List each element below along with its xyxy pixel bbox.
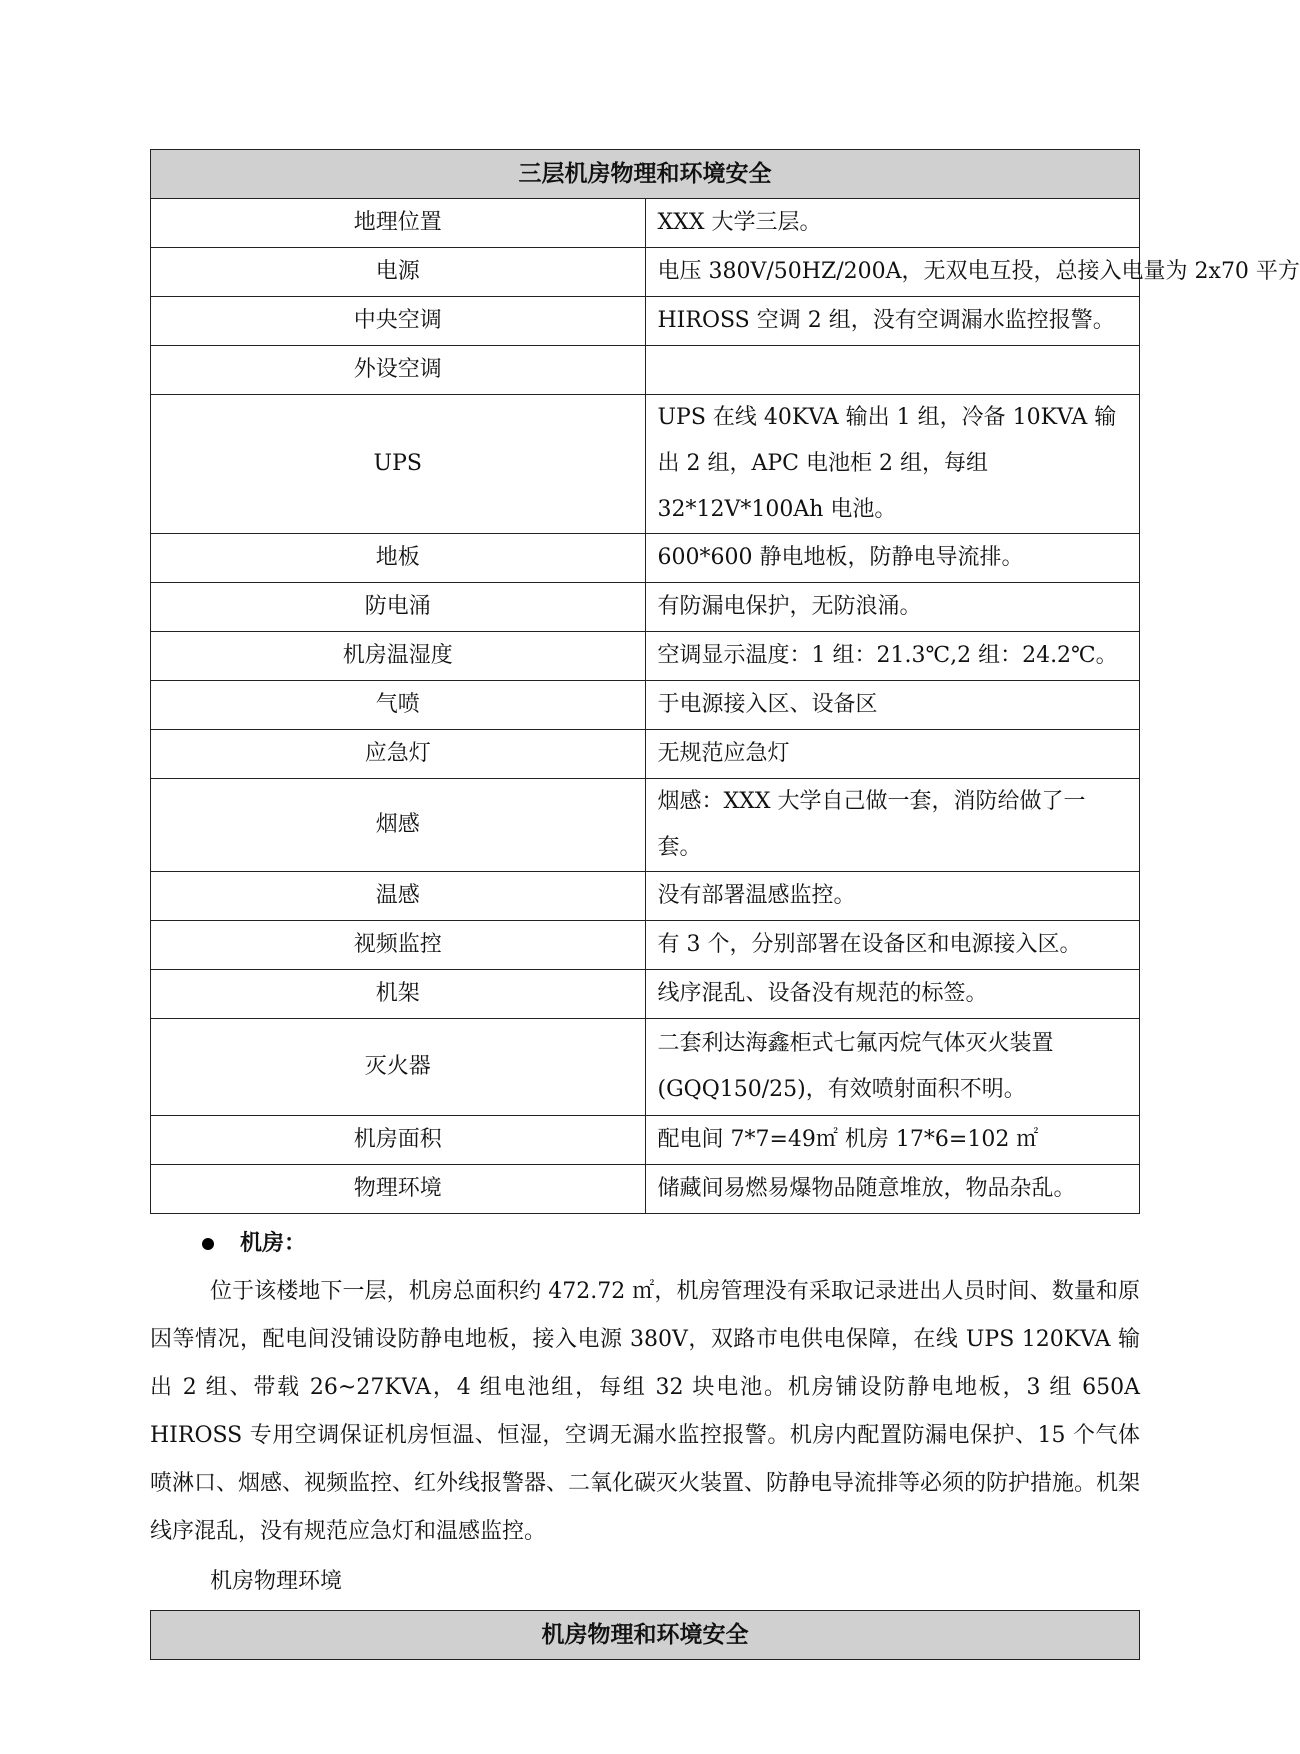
row-value: HIROSS 空调 2 组，没有空调漏水监控报警。 xyxy=(645,297,1140,346)
row-value: UPS 在线 40KVA 输出 1 组，冷备 10KVA 输出 2 组，APC 电池柜 2 组，每组 32*12V*100Ah 电池。 xyxy=(645,395,1140,534)
table-title: 三层机房物理和环境安全 xyxy=(151,150,1140,199)
row-label: 机房温湿度 xyxy=(151,632,646,681)
row-value: 没有部署温感监控。 xyxy=(645,872,1140,921)
document-page xyxy=(150,149,1300,1660)
row-value: 600*600 静电地板，防静电导流排。 xyxy=(645,534,1140,583)
row-label: 温感 xyxy=(151,872,646,921)
row-label: 中央空调 xyxy=(151,297,646,346)
table-row xyxy=(151,199,1140,248)
table-row xyxy=(151,730,1140,779)
table-title: 机房物理和环境安全 xyxy=(151,1611,1140,1660)
row-label: 外设空调 xyxy=(151,346,646,395)
row-value: 二套利达海鑫柜式七氟丙烷气体灭火装置(GQQ150/25)，有效喷射面积不明。 xyxy=(645,1019,1140,1116)
security-table-floor3 xyxy=(150,149,1300,1214)
table-row xyxy=(151,248,1140,297)
table-row xyxy=(151,583,1140,632)
row-value: 有防漏电保护，无防浪涌。 xyxy=(645,583,1140,632)
row-label: 机架 xyxy=(151,970,646,1019)
row-value: 空调显示温度：1 组：21.3℃,2 组：24.2℃。 xyxy=(645,632,1140,681)
row-value: 电压 380V/50HZ/200A，无双电互投，总接入电量为 2x70 平方 xyxy=(645,248,1140,297)
row-value: 有 3 个，分别部署在设备区和电源接入区。 xyxy=(645,921,1140,970)
table-row xyxy=(151,534,1140,583)
section-title: 机房： xyxy=(240,1231,307,1256)
row-label: 地板 xyxy=(151,534,646,583)
row-value: 于电源接入区、设备区 xyxy=(645,681,1140,730)
row-value: 无规范应急灯 xyxy=(645,730,1140,779)
row-label: 机房面积 xyxy=(151,1116,646,1165)
row-label: 灭火器 xyxy=(151,1019,646,1116)
row-value: XXX 大学三层。 xyxy=(645,199,1140,248)
row-label: 视频监控 xyxy=(151,921,646,970)
security-table-main xyxy=(150,1610,1140,1660)
table-row xyxy=(151,346,1140,395)
table-row xyxy=(151,921,1140,970)
table-row xyxy=(151,872,1140,921)
table-row xyxy=(151,1116,1140,1165)
section-paragraph: 位于该楼地下一层，机房总面积约 472.72 ㎡，机房管理没有采取记录进出人员时间、数量和原因等情况，配电间没铺设防静电地板，接入电源 380V，双路市电供电保障，在线 UPS 120KVA 输出 2 组、带载 26~27KVA，4 组电池组，每组 32 块电池。机房铺设防静电地板，3 组 650A HIROSS 专用空调保证机房恒温、恒湿，空调无漏水监控报警。机房内配置防漏电保护、15 个气体喷淋口、烟感、视频监控、红外线报警器、二氧化碳灭火装置、防静电导流排等必须的防护措施。机架线序混乱，没有规范应急灯和温感监控。 xyxy=(150,1279,1141,1544)
row-value: 储藏间易燃易爆物品随意堆放，物品杂乱。 xyxy=(645,1165,1140,1214)
row-label: 电源 xyxy=(151,248,646,297)
row-value: 配电间 7*7=49㎡ 机房 17*6=102 ㎡ xyxy=(645,1116,1140,1165)
table-row xyxy=(151,970,1140,1019)
section-heading xyxy=(150,1224,1140,1264)
row-label: 气喷 xyxy=(151,681,646,730)
table-row xyxy=(151,297,1140,346)
table-row xyxy=(151,779,1140,872)
row-value: 线序混乱、设备没有规范的标签。 xyxy=(645,970,1140,1019)
row-label: UPS xyxy=(151,395,646,534)
subsection-label: 机房物理环境 xyxy=(210,1569,343,1594)
table-row xyxy=(151,632,1140,681)
row-label: 地理位置 xyxy=(151,199,646,248)
row-label: 防电涌 xyxy=(151,583,646,632)
table-row xyxy=(151,1165,1140,1214)
row-label: 应急灯 xyxy=(151,730,646,779)
table-row xyxy=(151,395,1140,534)
row-label: 物理环境 xyxy=(151,1165,646,1214)
row-label: 烟感 xyxy=(151,779,646,872)
table-row xyxy=(151,681,1140,730)
table-row xyxy=(151,1019,1140,1116)
row-value xyxy=(645,346,1140,395)
row-value: 烟感：XXX 大学自己做一套，消防给做了一套。 xyxy=(645,779,1140,872)
bullet-icon xyxy=(202,1238,214,1250)
